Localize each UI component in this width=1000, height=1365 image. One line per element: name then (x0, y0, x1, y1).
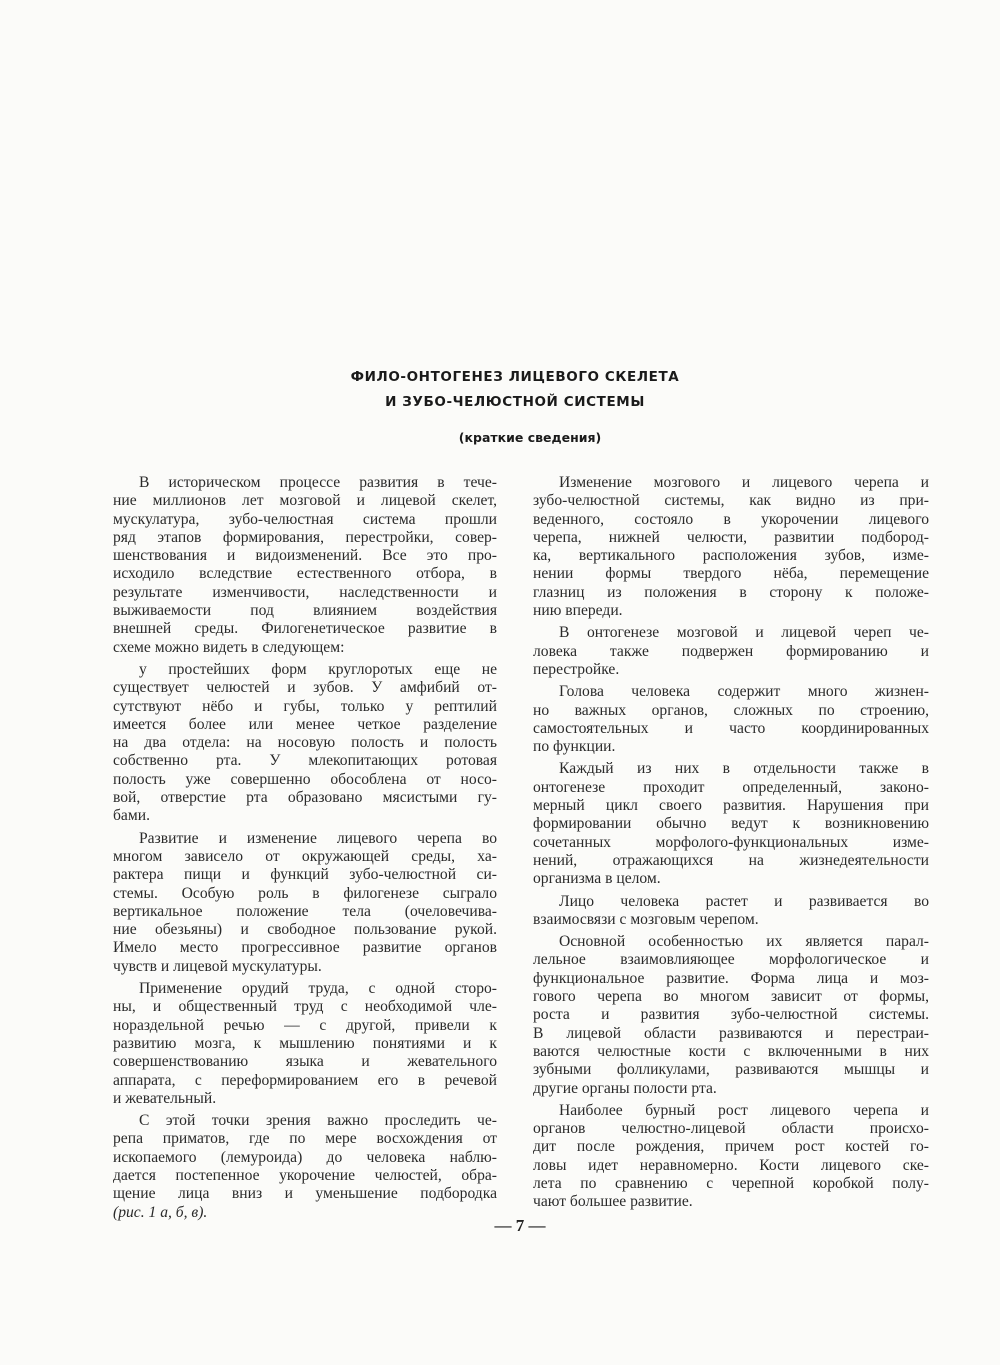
text-line: внешней среды. Филогенетическое развитие в (113, 620, 497, 638)
text-line: вертикальное положение тела (очеловечива- (113, 902, 497, 920)
text-line: Лицо человека растет и развивается во (559, 892, 929, 910)
text-line: Имело место прогрессивное развитие органов (113, 939, 497, 957)
text-line: самостоятельных и часто координированных (533, 719, 929, 737)
text-line: формировании обычно ведут к возникновению (533, 815, 929, 833)
text-line: выживаемости под влиянием воздействия (113, 602, 497, 620)
text-line: С этой точки зрения важно проследить че- (139, 1112, 497, 1130)
paragraph (113, 830, 497, 976)
paragraph (533, 893, 929, 930)
text-line: Наиболее бурный рост лицевого черепа и (559, 1101, 929, 1119)
text-line: ние обезьяны) и свободное пользование рукой. (113, 921, 497, 939)
text-line: ние миллионов лет мозговой и лицевой скелет, (113, 492, 497, 510)
text-line: развитию мозга, к мышлению понятиями и к (113, 1034, 497, 1052)
text-line: сочетанных морфолого-функциональных изме- (533, 833, 929, 851)
text-line: ловы идет неравномерно. Кости лицевого ске- (533, 1156, 929, 1174)
text-line: шенствования и видоизменений. Все это про- (113, 547, 497, 565)
text-line: лельное взаимовлияющее морфологическое и (533, 951, 929, 969)
right-column (533, 474, 929, 1216)
text-line: существует челюстей и зубов. У амфибий от- (113, 679, 497, 697)
paragraph (113, 474, 497, 657)
text-line: Основной особенностью их является парал- (559, 933, 929, 951)
text-line: зубо-челюстной системы, как видно из при- (533, 492, 929, 510)
text-line: мускулатура, зубо-челюстная система прошли (113, 510, 497, 528)
text-line: дит после рождения, причем рост костей го- (533, 1138, 929, 1156)
text-line: (рис. 1 а, б, в). (113, 1203, 208, 1221)
text-line: результате изменчивости, наследственности и (113, 583, 497, 601)
text-line: ловека также подвержен формированию и (533, 642, 929, 660)
paragraph (533, 624, 929, 679)
text-line: лета по сравнению с черепной коробкой полу- (533, 1174, 929, 1192)
text-line: ны, и общественный труд с необходимой чле- (113, 998, 497, 1016)
text-line: репа приматов, где по мере восхождения от (113, 1130, 497, 1148)
text-line: другие органы полости рта. (533, 1079, 717, 1097)
text-line: сутствуют нёбо и губы, только у рептилий (113, 697, 497, 715)
text-line: и жевательный. (113, 1089, 217, 1107)
text-line: организма в целом. (533, 870, 661, 888)
text-line: глазниц из положения в сторону к положе- (533, 583, 929, 601)
chapter-title-line1: ФИЛО-ОНТОГЕНЕЗ ЛИЦЕВОГО СКЕЛЕТА (350, 369, 680, 385)
paragraph (113, 661, 497, 826)
paragraph (113, 1112, 497, 1222)
text-line: взаимосвязи с мозговым черепом. (533, 910, 759, 928)
text-line: В онтогенезе мозговой и лицевой череп че- (559, 624, 929, 642)
text-line: чувств и лицевой мускулатуры. (113, 957, 322, 975)
text-line: Голова человека содержит много жизнен- (559, 683, 929, 701)
text-line: гового черепа во многом зависит от формы, (533, 988, 929, 1006)
text-line: собственно рта. У млекопитающих ротовая (113, 752, 497, 770)
text-line: перестройке. (533, 660, 620, 678)
text-line: имеется более или менее четкое разделение (113, 715, 497, 733)
text-line: стемы. Особую роль в филогенезе сыграло (113, 884, 497, 902)
text-line: щение лица вниз и уменьшение подбородка (113, 1185, 497, 1203)
text-line: дается постепенное укорочение челюстей, обра- (113, 1166, 497, 1184)
text-line: вой, отверстие рта образовано мясистыми гу- (113, 789, 497, 807)
text-line: онтогенезе проходит определенный, законо- (533, 778, 929, 796)
text-line: аппарата, с переформированием его в речевой (113, 1071, 497, 1089)
text-line: схеме можно видеть в следующем: (113, 638, 345, 656)
paragraph (533, 683, 929, 756)
paragraph (533, 1102, 929, 1212)
text-line: нию впереди. (533, 602, 623, 620)
text-line: бами. (113, 807, 150, 825)
paragraph (113, 980, 497, 1108)
paragraph (533, 474, 929, 620)
text-line: Развитие и изменение лицевого черепа во (139, 829, 497, 847)
text-line: нораздельной речью — с другой, привели к (113, 1016, 497, 1034)
text-line: органов челюстно-лицевой области происхо- (533, 1120, 929, 1138)
text-line: функциональное развитие. Форма лица и моз- (533, 969, 929, 987)
text-line: Применение орудий труда, с одной сторо- (139, 980, 497, 998)
text-line: черепа, нижней челюсти, развитии подбород- (533, 528, 929, 546)
paragraph (533, 933, 929, 1098)
text-line: В лицевой области развиваются и перестраи- (533, 1024, 929, 1042)
page-number: — 7 — (494, 1216, 546, 1235)
text-line: мерный цикл своего развития. Нарушения при (533, 797, 929, 815)
text-line: роста и развития зубо-челюстной системы. (533, 1006, 929, 1024)
text-line: Каждый из них в отдельности также в (559, 760, 929, 778)
text-line: у простейших форм круглоротых еще не (139, 660, 497, 678)
text-line: полость уже совершенно обособлена от носо- (113, 770, 497, 788)
text-line: нении формы твердого нёба, перемещение (533, 565, 929, 583)
left-column (113, 474, 497, 1226)
text-line: ка, вертикального расположения зубов, изме- (533, 547, 929, 565)
text-line: веденного, состояло в укорочении лицевого (533, 510, 929, 528)
text-line: по функции. (533, 738, 616, 756)
text-line: рактера пищи и функций зубо-челюстной си- (113, 866, 497, 884)
text-line: совершенствованию языка и жевательного (113, 1053, 497, 1071)
text-line: ископаемого (лемуроида) до человека наблю- (113, 1148, 497, 1166)
text-line: чают большее развитие. (533, 1193, 693, 1211)
text-line: на два отдела: на носовую полость и полость (113, 734, 497, 752)
chapter-subtitle: (краткие сведения) (458, 430, 602, 445)
text-line: нений, отражающихся на жизнедеятельности (533, 851, 929, 869)
text-line: ваются челюстные кости с включенными в них (533, 1042, 929, 1060)
paragraph (533, 760, 929, 888)
text-line: В историческом процессе развития в тече- (139, 474, 497, 491)
chapter-title-line2: И ЗУБО-ЧЕЛЮСТНОЙ СИСТЕМЫ (385, 394, 645, 410)
text-line: ряд этапов формирования, перестройки, совер- (113, 528, 497, 546)
text-line: многом зависело от окружающей среды, ха- (113, 847, 497, 865)
text-line: но важных органов, сложных по строению, (533, 701, 929, 719)
text-line: Изменение мозгового и лицевого черепа и (559, 474, 929, 491)
text-line: исходило вследствие естественного отбора, в (113, 565, 497, 583)
text-line: зубными фолликулами, развиваются мышцы и (533, 1061, 929, 1079)
